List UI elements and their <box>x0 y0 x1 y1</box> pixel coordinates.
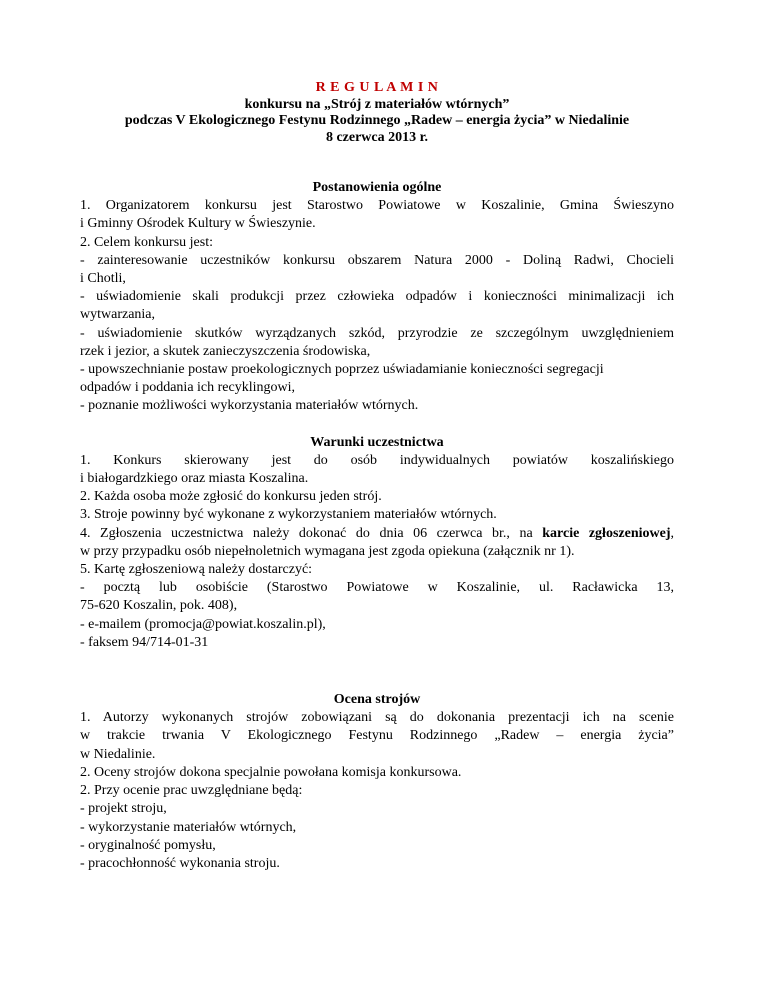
paragraph-line: 2. Każda osoba może zgłosić do konkursu jeden strój. <box>80 489 382 505</box>
document-subtitle: konkursu na „Strój z materiałów wtórnych” <box>244 96 510 112</box>
list-item: - wykorzystanie materiałów wtórnych, <box>80 819 297 835</box>
paragraph-line: w trakcie trwania V Ekologicznego Festynu Rodzinnego „Radew – energia życia” <box>80 728 674 744</box>
paragraph-line: - uświadomienie skutków wyrządzanych szkód, przyrodzie ze szczególnym uwzględnieniem <box>80 325 674 341</box>
paragraph-line: 3. Stroje powinny być wykonane z wykorzystaniem materiałów wtórnych. <box>80 507 497 523</box>
registration-text: 4. Zgłoszenia uczestnictwa należy dokonać do dnia 06 czerwca br., na <box>80 525 543 541</box>
paragraph-line: - uświadomienie skali produkcji przez człowieka odpadów i konieczności minimalizacji ich <box>80 289 674 305</box>
paragraph-line: w przy przypadku osób niepełnoletnich wymagana jest zgoda opiekuna (załącznik nr 1). <box>80 543 575 559</box>
paragraph-line: - zainteresowanie uczestników konkursu obszarem Natura 2000 - Doliną Radwi, Chocieli <box>80 252 674 268</box>
paragraph-line: odpadów i poddania ich recyklingowi, <box>80 380 296 396</box>
paragraph-line: wytwarzania, <box>80 307 156 323</box>
paragraph-line: 5. Kartę zgłoszeniową należy dostarczyć: <box>80 562 313 578</box>
section-evaluation <box>80 691 674 873</box>
registration-comma: , <box>670 525 674 541</box>
list-item: - projekt stroju, <box>80 801 167 817</box>
paragraph-line: - pocztą lub osobiście (Starostwo Powiatowe w Koszalinie, ul. Racławicka 13, <box>80 580 674 596</box>
document-date: 8 czerwca 2013 r. <box>325 129 429 145</box>
paragraph-line: w Niedalinie. <box>80 746 156 762</box>
paragraph-line: 2. Przy ocenie prac uwzględniane będą: <box>80 783 303 799</box>
document-page <box>80 80 674 873</box>
paragraph-line: 1. Organizatorem konkursu jest Starostwo Powiatowe w Koszalinie, Gmina Świeszyno <box>80 198 674 214</box>
paragraph-line: - upowszechnianie postaw proekologicznych poprzez uświadamianie konieczności segregacji <box>80 362 604 378</box>
section-title-general: Postanowienia ogólne <box>312 180 442 195</box>
document-subtitle-event: podczas V Ekologicznego Festynu Rodzinnego „Radew – energia życia” w Niedalinie <box>124 113 630 128</box>
paragraph-line: rzek i jezior, a skutek zanieczyszczenia środowiska, <box>80 343 371 359</box>
paragraph-line: i Chotli, <box>80 271 126 287</box>
section-conditions <box>80 434 674 652</box>
paragraph-line: 75-620 Koszalin, pok. 408), <box>80 598 238 614</box>
paragraph-line-email: - e-mailem (promocja@powiat.koszalin.pl), <box>80 616 326 632</box>
paragraph-line: 2. Oceny strojów dokona specjalnie powołana komisja konkursowa. <box>80 764 462 780</box>
paragraph-line: 1. Autorzy wykonanych strojów zobowiązani są do dokonania prezentacji ich na scenie <box>80 710 674 726</box>
paragraph-line: - poznanie możliwości wykorzystania materiałów wtórnych. <box>80 398 419 414</box>
list-item: - oryginalność pomysłu, <box>80 837 216 853</box>
title-block <box>80 80 674 146</box>
paragraph-line: i białogardzkiego oraz miasta Koszalina. <box>80 471 309 487</box>
registration-form-emphasis: karcie zgłoszeniowej <box>542 525 671 541</box>
section-title-evaluation: Ocena strojów <box>333 692 421 708</box>
paragraph-line: i Gminny Ośrodek Kultury w Świeszynie. <box>80 216 316 232</box>
section-general <box>80 179 674 416</box>
list-item: - pracochłonność wykonania stroju. <box>80 855 280 871</box>
paragraph-line-fax: - faksem 94/714-01-31 <box>80 634 209 650</box>
document-title: R E G U L A M I N <box>315 80 439 95</box>
paragraph-line: 2. Celem konkursu jest: <box>80 234 213 250</box>
paragraph-line: 1. Konkurs skierowany jest do osób indywidualnych powiatów koszalińskiego <box>80 452 674 468</box>
section-title-conditions: Warunki uczestnictwa <box>310 434 444 450</box>
paragraph-line-registration <box>80 525 674 543</box>
